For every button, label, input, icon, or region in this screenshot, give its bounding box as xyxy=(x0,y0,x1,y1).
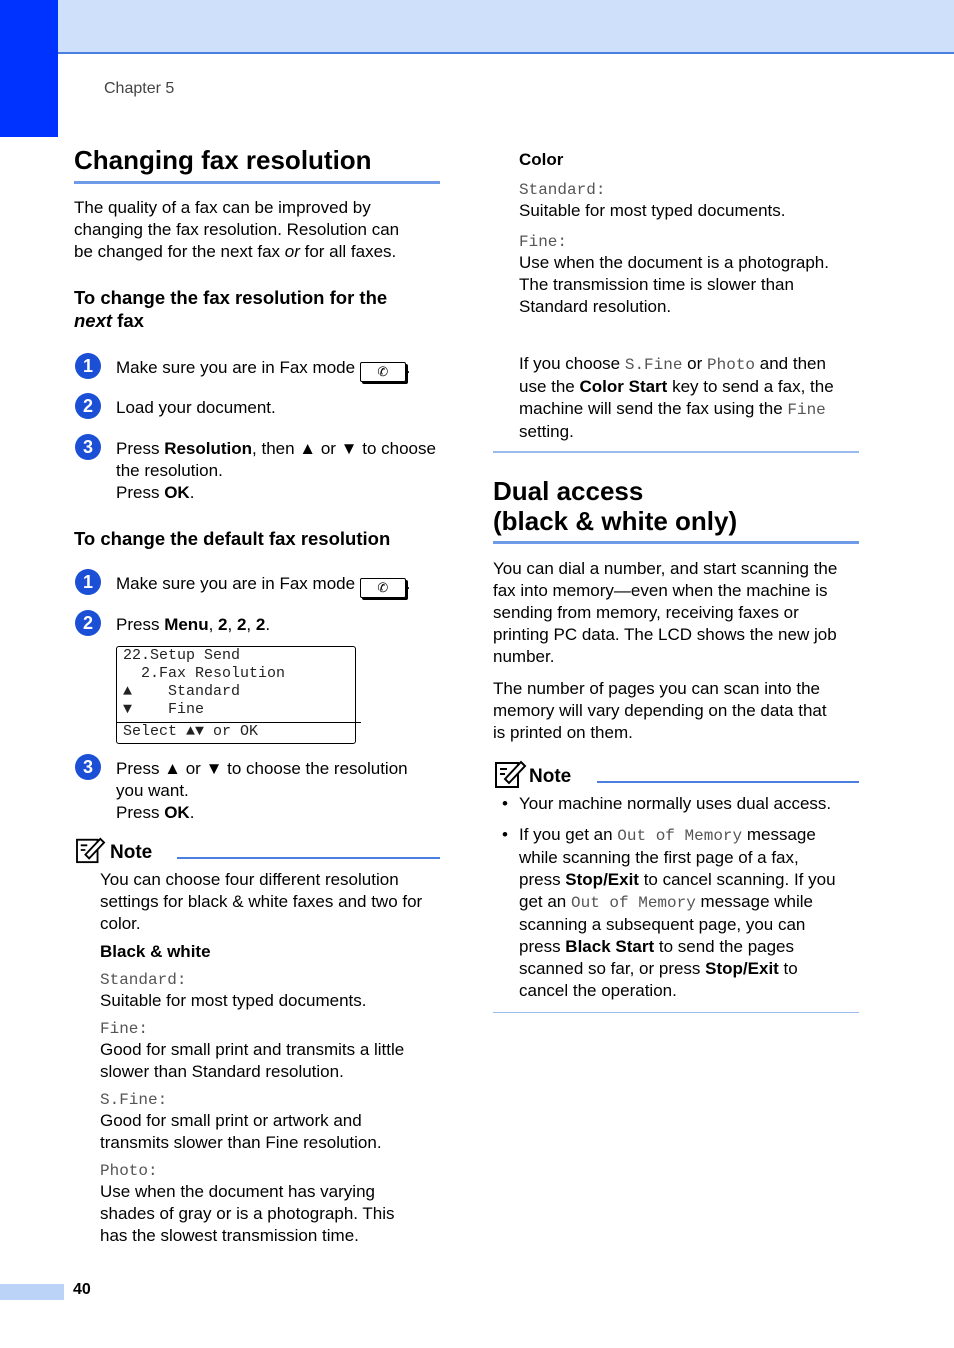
step-number-1: 1 xyxy=(75,353,101,379)
title-rule xyxy=(493,541,859,544)
resolution-key: S.Fine: xyxy=(100,1091,168,1109)
color-list xyxy=(519,180,864,318)
step-text: Press ▲ or ▼ to choose the resolution you want. Press OK. xyxy=(116,759,408,822)
step-text: Press Menu, 2, 2, 2. xyxy=(116,615,271,634)
lcd-line: ▲ Standard xyxy=(123,683,241,700)
resolution-desc: transmits slower than Fine resolution. xyxy=(100,1133,382,1152)
note-end-rule xyxy=(493,451,859,453)
lcd-line: ▼ Fine xyxy=(123,701,205,718)
chapter-tab xyxy=(0,0,58,137)
resolution-desc: The transmission time is slower than xyxy=(519,275,794,294)
resolution-desc: Standard resolution. xyxy=(519,297,672,316)
black-white-heading: Black & white xyxy=(100,942,211,961)
resolution-desc: Use when the document has varying xyxy=(100,1182,375,1201)
step-text: Press Resolution, then ▲ or ▼ to choose the resolution. Press OK. xyxy=(116,439,436,502)
page-number-bar xyxy=(0,1284,64,1300)
resolution-desc: shades of gray or is a photograph. This xyxy=(100,1204,395,1223)
lcd-line: 22.Setup Send xyxy=(123,647,241,664)
resolution-desc: slower than Standard resolution. xyxy=(100,1062,344,1081)
step-number-3: 3 xyxy=(75,754,101,780)
step-text: Make sure you are in Fax mode ✆ . xyxy=(116,357,411,382)
note-bullet: Your machine normally uses dual access. xyxy=(519,794,832,813)
bullet-symbol: • xyxy=(502,794,508,813)
step-number-2: 2 xyxy=(75,610,101,636)
resolution-desc: Good for small print or artwork and xyxy=(100,1111,362,1130)
section-heading-default: To change the default fax resolution xyxy=(74,528,391,549)
resolution-desc: Suitable for most typed documents. xyxy=(519,201,786,220)
resolution-desc: Good for small print and transmits a little xyxy=(100,1040,405,1059)
note-label: Note xyxy=(110,842,153,863)
section-heading-next-fax: To change the fax resolution for the next fax xyxy=(74,287,388,331)
step-number-3: 3 xyxy=(75,434,101,460)
resolution-desc: has the slowest transmission time. xyxy=(100,1226,359,1245)
page-number: 40 xyxy=(73,1281,91,1298)
resolution-key: Photo: xyxy=(100,1162,158,1180)
dual-access-title: Dual access (black & white only) xyxy=(493,476,738,536)
note-bullet: If you get an Out of Memory message while scanning the first page of a fax, press Stop/Exit to cancel scanning. If you get an Out of Memory message while scanning a subsequent page, you can press Black Start to send the pages scanned so far, or press Stop/Exit to cancel the operation. xyxy=(519,825,836,1000)
dual-access-paragraph: You can dial a number, and start scanning the fax into memory—even when the machine is sending from memory, receiving faxes or printing PC data. The LCD shows the new job number. xyxy=(493,559,838,666)
chapter-label: Chapter 5 xyxy=(104,80,175,97)
color-start-note: If you choose S.Fine or Photo and then use the Color Start key to send a fax, the machine will send the fax using the Fine setting. xyxy=(519,354,834,441)
lcd-select-line: Select ▲▼ or OK xyxy=(117,722,361,741)
step-number-1: 1 xyxy=(75,569,101,595)
note-label: Note xyxy=(529,766,572,787)
fax-key-icon: ✆ xyxy=(360,578,406,598)
header-bar xyxy=(0,0,954,54)
resolution-desc: Suitable for most typed documents. xyxy=(100,991,367,1010)
color-heading: Color xyxy=(519,150,564,169)
intro-paragraph: The quality of a fax can be improved by changing the fax resolution. Resolution can be changed for the next fax or for all faxes. xyxy=(74,198,400,261)
note-end-rule xyxy=(493,1012,859,1013)
resolution-key: Fine: xyxy=(519,233,568,251)
note-rule xyxy=(597,781,859,783)
lcd-display xyxy=(116,646,356,744)
step-text: Load your document. xyxy=(116,398,276,417)
resolution-list xyxy=(100,970,445,1247)
step-text: Make sure you are in Fax mode ✆ . xyxy=(116,573,411,598)
lcd-line: 2.Fax Resolution xyxy=(123,665,286,682)
note-pencil-icon xyxy=(76,836,106,864)
bullet-symbol: • xyxy=(502,825,508,844)
note-pencil-icon xyxy=(495,759,527,789)
resolution-key: Standard: xyxy=(519,181,606,199)
title-rule xyxy=(74,181,440,184)
note-rule xyxy=(177,857,440,859)
resolution-desc: Use when the document is a photograph. xyxy=(519,253,829,272)
pages-paragraph: The number of pages you can scan into the memory will vary depending on the data that is printed on them. xyxy=(493,679,827,742)
step-number-2: 2 xyxy=(75,393,101,419)
resolution-key: Standard: xyxy=(100,971,187,989)
page-title: Changing fax resolution xyxy=(74,145,372,175)
resolution-key: Fine: xyxy=(100,1020,149,1038)
fax-key-icon: ✆ xyxy=(360,362,406,382)
note-text: You can choose four different resolution settings for black & white faxes and two for color. xyxy=(100,870,423,933)
